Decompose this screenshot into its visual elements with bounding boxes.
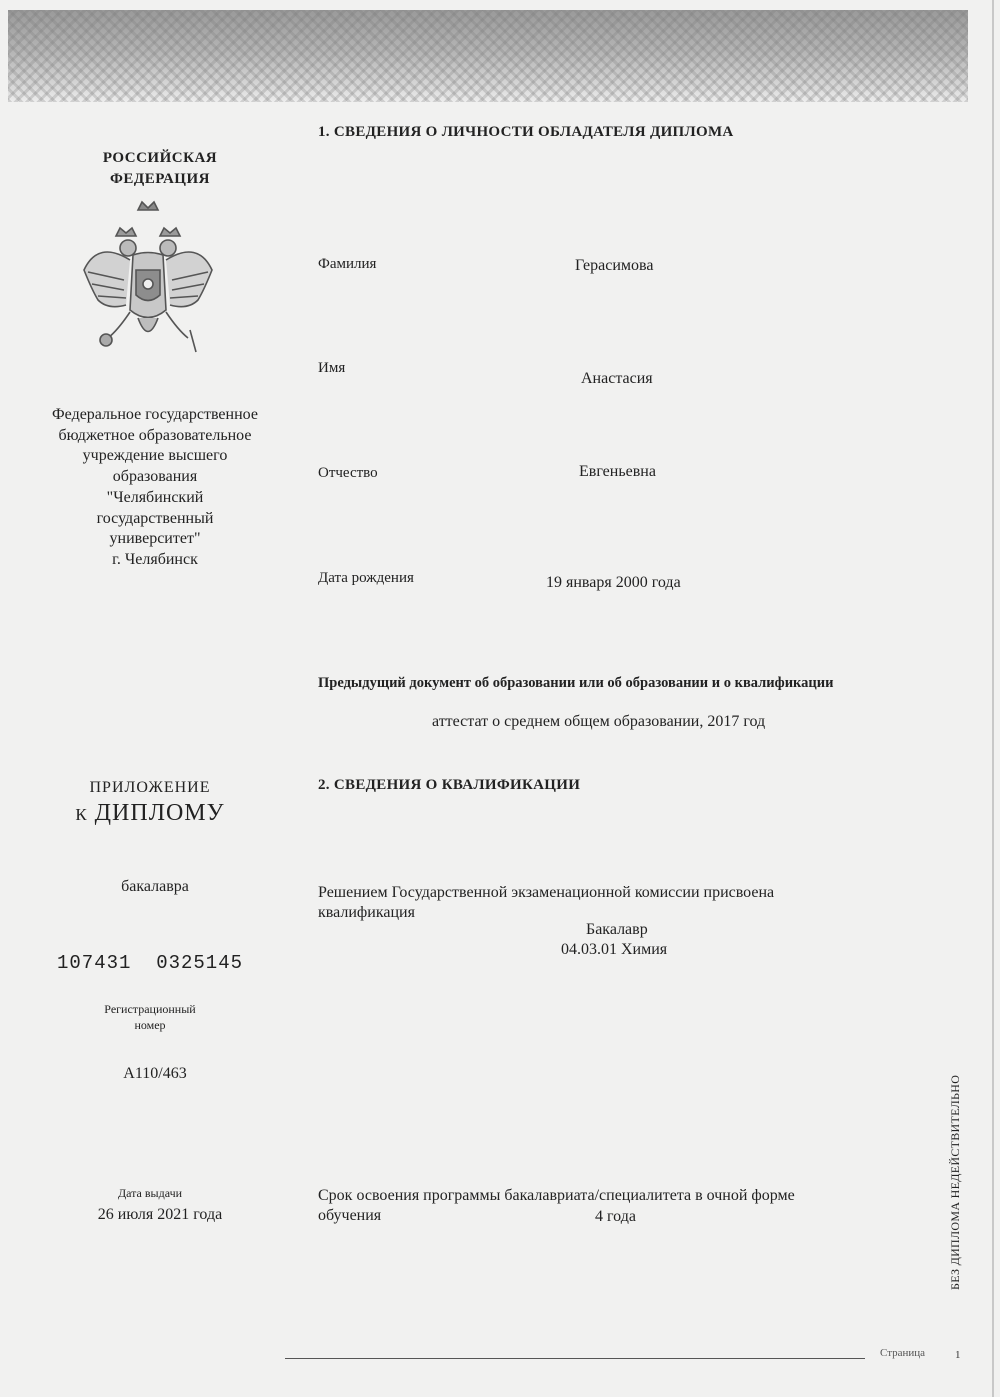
institution-line: учреждение высшего — [82, 447, 228, 465]
institution-line: образования — [112, 468, 198, 486]
previous-document-value: аттестат о среднем общем образовании, 2017 год — [432, 713, 766, 730]
duration-line-2: обучения — [318, 1207, 382, 1224]
previous-document-label: Предыдущий документ об образовании или об образовании и о квалификации — [318, 675, 834, 691]
patronymic-value: Евгеньевна — [579, 463, 656, 480]
duration-line-1: Срок освоения программы бакалавриата/специалитета в очной форме — [318, 1187, 795, 1204]
institution-line: "Челябинский — [106, 488, 204, 506]
country-line-2: ФЕДЕРАЦИЯ — [110, 171, 210, 187]
study-duration-value: 4 года — [595, 1208, 636, 1225]
surname-value: Герасимова — [575, 257, 654, 274]
decision-line-1: Решением Государственной экзаменационной комиссии присвоена — [318, 884, 775, 901]
page-number: 1 — [955, 1349, 961, 1361]
qualification-decision — [318, 883, 918, 923]
institution-name — [30, 405, 280, 571]
serial-number: 107431 0325145 — [56, 952, 244, 974]
institution-line: университет" — [109, 530, 201, 548]
section-2-title: 2. СВЕДЕНИЯ О КВАЛИФИКАЦИИ — [318, 777, 581, 793]
country-line-1: РОССИЙСКАЯ — [102, 150, 218, 166]
appendix-title-line-2: к ДИПЛОМУ — [75, 800, 225, 826]
registration-number: А110/463 — [123, 1065, 187, 1082]
appendix-title-line-1: ПРИЛОЖЕНИЕ — [89, 779, 211, 796]
degree-level: бакалавра — [121, 878, 189, 895]
specialty: 04.03.01 Химия — [561, 941, 668, 958]
qualification-title: Бакалавр — [586, 921, 648, 938]
registration-label — [50, 1001, 250, 1033]
decision-line-2: квалификация — [318, 904, 415, 921]
institution-line: бюджетное образовательное — [58, 426, 252, 444]
country-name — [60, 148, 260, 190]
birth-date-label: Дата рождения — [318, 570, 414, 586]
surname-label: Фамилия — [318, 256, 377, 272]
security-pattern-band — [8, 10, 968, 102]
issue-date: 26 июля 2021 года — [97, 1206, 223, 1223]
page-label: Страница — [880, 1347, 926, 1359]
institution-line: Федеральное государственное — [52, 406, 258, 423]
first-name-label: Имя — [318, 360, 346, 376]
registration-label-line-1: Регистрационный — [104, 1002, 196, 1016]
birth-date-value: 19 января 2000 года — [546, 574, 681, 591]
patronymic-label: Отчество — [318, 465, 378, 481]
footer-divider — [285, 1358, 865, 1359]
first-name-value: Анастасия — [581, 370, 653, 387]
institution-line: государственный — [96, 509, 214, 527]
section-1-title: 1. СВЕДЕНИЯ О ЛИЧНОСТИ ОБЛАДАТЕЛЯ ДИПЛОМА — [318, 124, 734, 140]
issue-date-label: Дата выдачи — [117, 1186, 183, 1200]
page-edge — [992, 0, 994, 1397]
registration-label-line-2: номер — [134, 1018, 166, 1032]
validity-note: БЕЗ ДИПЛОМА НЕДЕЙСТВИТЕЛЬНО — [948, 1074, 962, 1290]
institution-line: г. Челябинск — [112, 550, 198, 568]
russian-coat-of-arms-icon — [78, 200, 218, 360]
